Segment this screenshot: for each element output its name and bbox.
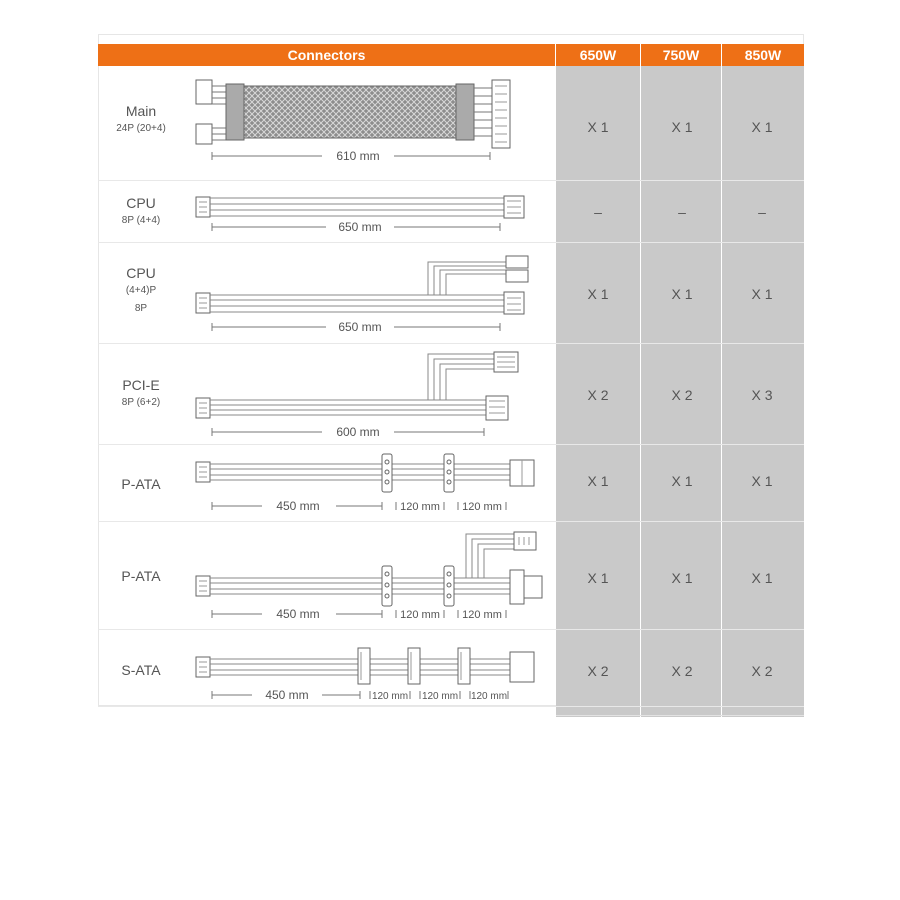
header-connectors-label: Connectors [287,47,366,63]
row-name: P-ATA [121,568,161,584]
cable-length-label: 600 mm [336,425,380,439]
qty-pata1-650w: X 1 [587,473,609,489]
row-name: CPU [126,195,156,211]
row-subtitle: 8P (6+2) [121,397,161,408]
row-name: P-ATA [121,476,161,492]
qty-cpu8p-650w: – [594,204,602,220]
cpu-4p4p-cable-icon [196,256,528,314]
qty-cpu4p4p-750w: X 1 [671,286,693,302]
row-name: CPU [126,265,156,281]
dimension-line [212,691,508,699]
segment-length-label: 120 mm [470,691,508,702]
cable-length-label: 650 mm [338,220,382,234]
main-24p-cable-icon [196,80,510,148]
qty-cpu8p-750w: – [678,204,686,220]
qty-main-750w: X 1 [671,119,693,135]
row-subtitle: 24P (20+4) [116,123,166,134]
qty-pata1-850w: X 1 [751,473,773,489]
cpu-8p-cable-icon [196,196,524,218]
qty-cpu4p4p-850w: X 1 [751,286,773,302]
pata-cable-icon [196,454,534,492]
qty-pata1-750w: X 1 [671,473,693,489]
qty-sata-750w: X 2 [671,663,693,679]
cable-length-label: 610 mm [336,149,380,163]
qty-main-650w: X 1 [587,119,609,135]
qty-cpu8p-850w: – [758,204,766,220]
segment-length-label: 120 mm [400,609,440,621]
segment-length-label: 120 mm [400,501,440,513]
row-subtitle: (4+4)P [125,285,157,296]
qty-pcie-850w: X 3 [751,387,773,403]
header-850w-label: 850W [744,47,782,63]
row-subtitle: 8P (4+4) [121,215,161,226]
qty-pata2-750w: X 1 [671,570,693,586]
row-name: PCI-E [122,377,160,393]
pcie-cable-icon [196,352,518,420]
row-name: S-ATA [121,662,161,678]
qty-pcie-650w: X 2 [587,387,609,403]
segment-length-label: 120 mm [421,691,459,702]
qty-main-850w: X 1 [751,119,773,135]
segment-length-label: 120 mm [462,609,502,621]
qty-pata2-650w: X 1 [587,570,609,586]
header-750w-label: 750W [662,47,700,63]
pata-fdd-cable-icon [196,532,542,606]
segment-length-label: 120 mm [462,501,502,513]
qty-pcie-750w: X 2 [671,387,693,403]
qty-sata-850w: X 2 [751,663,773,679]
qty-cpu4p4p-650w: X 1 [587,286,609,302]
header-650w-label: 650W [579,47,617,63]
qty-pata2-850w: X 1 [751,570,773,586]
cable-length-label: 450 mm [265,688,309,702]
segment-length-label: 120 mm [371,691,409,702]
cable-length-label: 650 mm [338,320,382,334]
qty-sata-650w: X 2 [587,663,609,679]
row-subtitle-2: 8P [134,303,148,314]
cable-length-label: 450 mm [276,607,320,621]
cable-length-label: 450 mm [276,499,320,513]
sata-cable-icon [196,648,534,684]
row-name: Main [125,103,157,119]
